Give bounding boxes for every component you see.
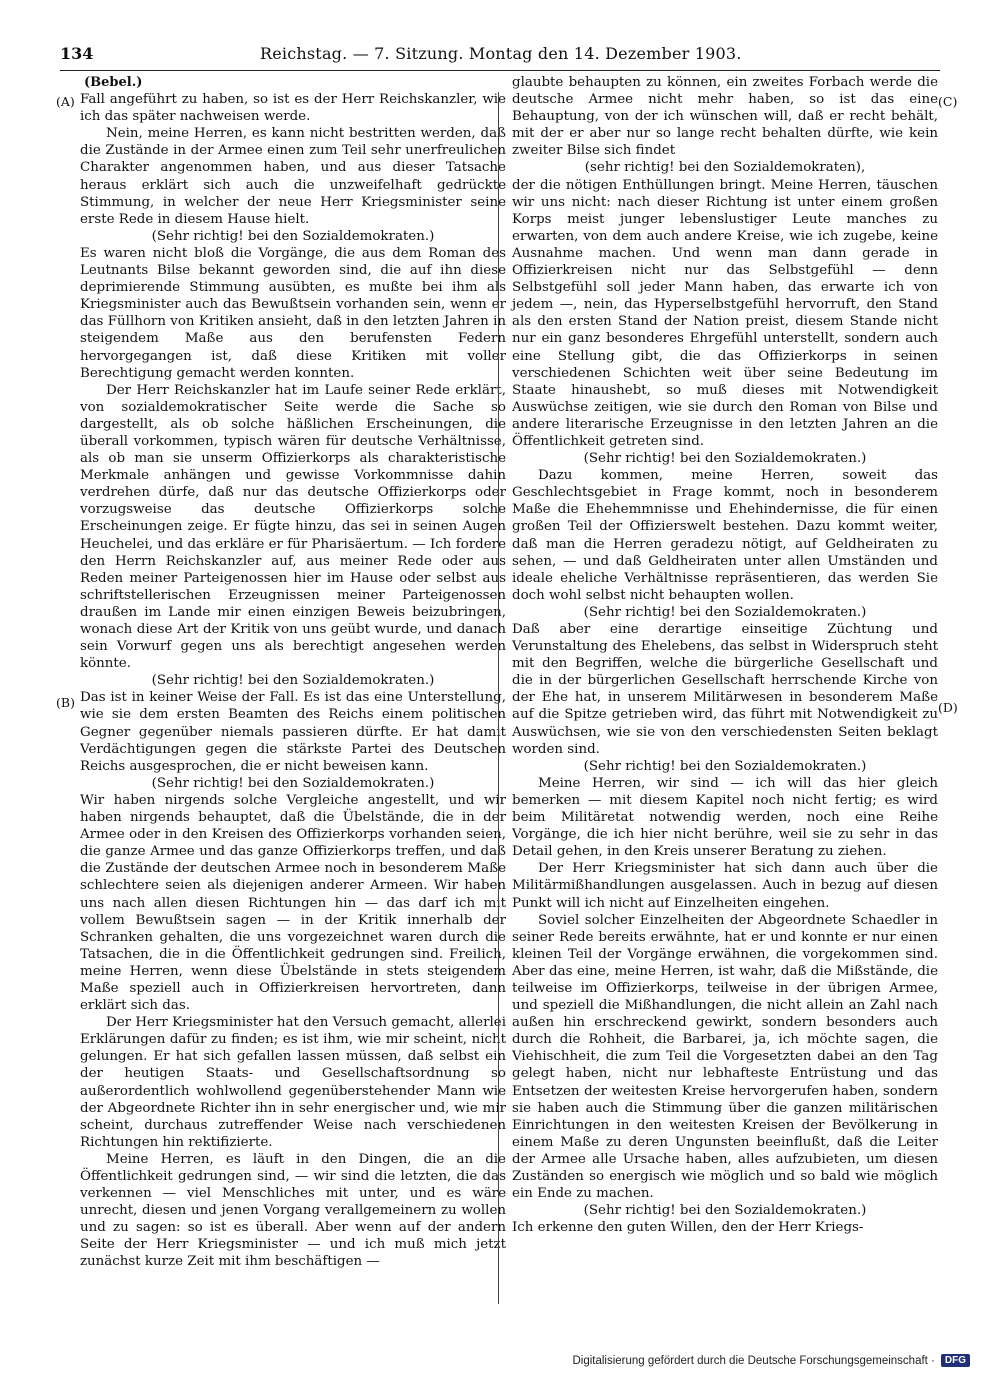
paragraph: Wir haben nirgends solche Vergleiche angestellt, und wir haben nirgends behauptet, daß die Übelstände, die in der Armee oder in den Kreisen des Offizierkorps vorhanden seien, die ganze Armee und das ganze Offizierkorps treffen, und daß die Zustände der deutschen Armee noch in besonderem Maße schlechtere seien als diejenigen anderer Armeen. Wir haben uns nach allen diesen Richtungen hin — das darf ich mit vollem Bewußtsein sagen — in der Kritik innerhalb der Schranken gehalten, die uns vorgezeichnet waren durch die Tatsachen, die in die Öffentlichkeit gedrungen sind. Freilich, meine Herren, wenn diese Übelstände in stets steigendem Maße speziell auch in Offizierkreisen hervortreten, dann erklärt sich das. <box>80 792 506 1014</box>
paragraph: glaubte behaupten zu können, ein zweites Forbach werde die deutsche Armee nicht mehr haben, so ist das eine Behauptung, von der ich wünschen will, daß er recht behält, mit der er aber nur so lange recht behalten dürfte, wie kein zweiter Bilse sich findet <box>512 75 938 159</box>
left-column <box>80 74 506 1271</box>
interjection: (Sehr richtig! bei den Sozialdemokraten.) <box>583 758 867 774</box>
paragraph: Meine Herren, es läuft in den Dingen, die an die Öffentlichkeit gedrungen sind, — wir sind die letzten, die das verkennen — viel Menschliches mit unter, und es wäre unrecht, diesen und jenen Vorgang verallgemeinern zu wollen und zu sagen: so ist es überall. Aber wenn auf der andern Seite der Herr Kriegsminister — und ich muß mich jetzt zunächst kurze Zeit mit ihm beschäftigen — <box>80 1151 506 1270</box>
paragraph: Meine Herren, wir sind — ich will das hier gleich bemerken — mit diesem Kapitel noch nicht fertig; es wird beim Militäretat notwendig werden, noch eine Reihe Vorgänge, die ich hier nicht berühre, weil sie zu sehr in das Detail gehen, in den Kreis unserer Beratung zu ziehen. <box>512 775 938 860</box>
dfg-logo: DFG <box>941 1354 970 1367</box>
margin-marker-a: (A) <box>56 94 75 109</box>
digitization-footer <box>572 1354 970 1367</box>
paragraph: Daß aber eine derartige einseitige Züchtung und Verunstaltung des Ehelebens, das selbst in Widerspruch steht mit den Begriffen, welche die bürgerliche Gesellschaft und die in der bürgerlichen Gesellschaft herrschende Kirche von der Ehe hat, in unserem Militärwesen in besonderem Maße auf die Spitze getrieben wird, das führt mit Notwendigkeit zu Auswüchsen, wie sie von den verschiedensten Seiten beklagt worden sind. <box>512 622 938 757</box>
paragraph: Der Herr Kriegsminister hat den Versuch gemacht, allerlei Erklärungen dafür zu finden; es ist ihm, wie mir scheint, nicht gelungen. Er hat sich gefallen lassen müssen, daß selbst ein der heutigen Staats- und Gesellschaftsordnung so außerordentlich wohlwollend gegenüberstehender Mann wie der Abgeordnete Richter ihn in sehr energischer und, wie mir scheint, durchaus zutreffender Weise nach verschiedenen Richtungen hin rektifizierte. <box>80 1015 506 1150</box>
paragraph: Dazu kommen, meine Herren, soweit das Geschlechtsgebiet in Frage kommt, noch in besonderem Maße die Ehehemmnisse und Ehehindernisse, die für einen großen Teil der Offizierswelt bestehen. Dazu kommt weiter, daß man die Herren geradezu nötigt, auf Geldheiraten zu sehen, — und daß Geldheiraten unter allen Umständen und ideale eheliche Verhältnisse repräsentieren, das werden Sie doch wohl selbst nicht behaupten wollen. <box>512 468 938 603</box>
speaker-label: (Bebel.) <box>84 75 143 90</box>
column-divider <box>498 92 499 1304</box>
paragraph: Der Herr Reichskanzler hat im Laufe seiner Rede erklärt, von sozialdemokratischer Seite werde die Sache so dargestellt, als ob solche häßlichen Erscheinungen, die überall vorkommen, typisch wären für deutsche Verhältnisse, als ob man sie unserm Offizierkorps als charakteristische Merkmale anhängen und gewisse Vorkommnisse dahin verdrehen dürfe, daß nur das deutsche Offizierkorps oder vorzugsweise das deutsche Offizierkorps solche Erscheinungen zeige. Er fügte hinzu, das sei in seinen Augen Heuchelei, und das erkläre er für Pharisäertum. — Ich fordere den Herrn Reichskanzler auf, aus meiner Rede oder aus Reden meiner Parteigenossen hier im Hause oder selbst aus schriftstellerischen Erzeugnissen meiner Parteigenossen draußen im Lande mir einen einzigen Beweis beizubringen, wonach diese Art der Kritik von uns geübt wurde, und danach sein Vorwurf gegen uns als berechtigt angesehen werden könnte. <box>80 382 506 672</box>
paragraph: Es waren nicht bloß die Vorgänge, die aus dem Roman des Leutnants Bilse bekannt geworden sind, die auf ihn diese deprimierende Stimmung ausübten, es mußte bei ihm als Kriegsminister auch das Bewußtsein vorhanden sein, wenn er das Füllhorn von Kritiken ansieht, daß in den letzten Jahren in steigendem Maße aus den berufensten Federn hervorgegangen ist, daß diese Kritiken mit voller Berechtigung gemacht werden konnten. <box>80 245 506 381</box>
paragraph: Soviel solcher Einzelheiten der Abgeordnete Schaedler in seiner Rede bereits erwähnte, hat er und konnte er nur einen kleinen Teil der Vorgänge erwähnen, die vorgekommen sind. Aber das eine, meine Herren, ist wahr, daß die Mißstände, die teilweise im Offizierkorps, teilweise in der übrigen Armee, und speziell die Mißhandlungen, die nicht allein an Zahl nach außen hin erschreckend gewirkt, sondern besonders auch durch die Rohheit, die Barbarei, ja, ich möchte sagen, die Viehischheit, die zum Teil die Vorgesetzten dabei an den Tag gelegt haben, nicht nur lebhafteste Entrüstung und das Entsetzen der weitesten Kreise hervorgerufen haben, sondern sie haben auch die Stimmung über die ganzen militärischen Einrichtungen in den weitesten Kreisen der Bevölkerung in einem Maße zu deren Ungunsten beeinflußt, daß die Leiter der Armee alle Ursache haben, alles aufzubieten, um diesen Zuständen so energisch wie möglich und so bald wie möglich ein Ende zu machen. <box>512 912 938 1202</box>
interjection: (Sehr richtig! bei den Sozialdemokraten.) <box>583 604 867 620</box>
interjection: (Sehr richtig! bei den Sozialdemokraten.) <box>151 673 435 689</box>
margin-marker-c: (C) <box>938 94 958 109</box>
interjection: (Sehr richtig! bei den Sozialdemokraten.) <box>583 1203 867 1219</box>
right-column <box>512 74 938 1236</box>
paragraph: der die nötigen Enthüllungen bringt. Meine Herren, täuschen wir uns nicht: nach dieser Richtung ist unter einem großen Korps meist junger lebenslustiger Leute manches zu erwarten, von dem auch andere Kreise, wie ich zugebe, keine Ausnahme machen. Und wenn man dann gerade in Offizierkreisen nicht nur das Selbstgefühl — denn Selbstgefühl soll jeder Mann haben, das erwarte ich von jedem —, nein, das Hyperselbstgefühl hervorruft, den Stand als den ersten Stand der Nation preist, diesem Stande nicht nur ein ganz besonderes Ehrgefühl unterstellt, sondern auch eine Stellung gibt, die das Offizierkorps in seinen verschiedenen Schichten weit über seine Bedeutung im Staate hinaushebt, so muß dieses mit Notwendigkeit Auswüchse zeitigen, wie sie durch den Roman von Bilse und andere literarische Erzeugnisse in den letzten Jahren an die Öffentlichkeit getreten sind. <box>512 177 938 449</box>
paragraph: Das ist in keiner Weise der Fall. Es ist das eine Unterstellung, wie sie dem ersten Beamten des Reichs einem politischen Gegner gegenüber niemals passieren dürfte. Er hat damit Verdächtigungen gegen die stärkste Partei des Deutschen Reichs ausgesprochen, die er nicht beweisen kann. <box>80 690 506 774</box>
interjection: (Sehr richtig! bei den Sozialdemokraten.) <box>151 775 435 791</box>
paragraph: Ich erkenne den guten Willen, den der Herr Kriegs- <box>512 1220 864 1236</box>
running-title: Reichstag. — 7. Sitzung. Montag den 14. Dezember 1903. <box>260 44 742 63</box>
paragraph: Fall angeführt zu haben, so ist es der Herr Reichskanzler, wie ich das später nachweisen werde. <box>80 92 506 125</box>
page-number: 134 <box>60 44 94 63</box>
interjection: (sehr richtig! bei den Sozialdemokraten), <box>584 160 866 176</box>
interjection: (Sehr richtig! bei den Sozialdemokraten.) <box>151 228 435 244</box>
paragraph: Der Herr Kriegsminister hat sich dann auch über die Militärmißhandlungen ausgelassen. Auch in bezug auf diesen Punkt will ich nicht auf Einzelheiten eingehen. <box>512 861 938 911</box>
margin-marker-b: (B) <box>56 695 75 710</box>
margin-marker-d: (D) <box>938 700 958 715</box>
footer-credit: Digitalisierung gefördert durch die Deutsche Forschungsgemeinschaft · <box>572 1354 935 1367</box>
header-rule <box>60 70 940 71</box>
page-header <box>60 42 940 68</box>
paragraph: Nein, meine Herren, es kann nicht bestritten werden, daß die Zustände in der Armee einen zum Teil sehr unerfreulichen Charakter angenommen haben, und aus dieser Tatsache heraus erklärt sich auch die unzweifelhaft gedrückte Stimmung, in welcher der neue Herr Kriegsminister seine erste Rede in diesem Hause hielt. <box>80 126 506 227</box>
interjection: (Sehr richtig! bei den Sozialdemokraten.) <box>583 451 867 467</box>
